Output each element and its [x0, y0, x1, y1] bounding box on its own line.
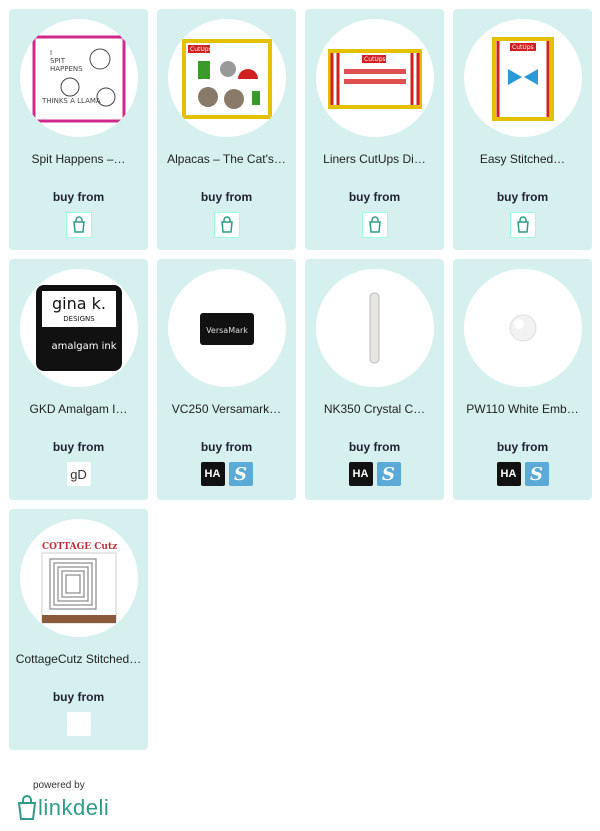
bag-icon[interactable]	[510, 212, 536, 238]
brand-text: CutUps	[190, 46, 212, 53]
product-title[interactable]: GKD Amalgam I…	[29, 402, 128, 416]
product-title[interactable]: VC250 Versamark…	[171, 402, 282, 416]
ha-icon[interactable]: HA	[497, 462, 521, 486]
product-card[interactable]	[9, 259, 148, 500]
product-title[interactable]: CottageCutz Stitched…	[15, 652, 142, 666]
stamp-text: I	[50, 49, 53, 57]
product-image[interactable]	[316, 269, 434, 387]
gd-icon[interactable]: gD	[67, 462, 91, 486]
s-icon[interactable]: S	[229, 462, 253, 486]
stamp-text: THINKS A LLAMA	[42, 97, 101, 105]
brand-text: DESIGNS	[63, 315, 95, 323]
brand-text: COTTAGE Cutz	[42, 542, 118, 552]
buy-from-label: buy from	[52, 440, 105, 454]
product-card[interactable]	[305, 9, 444, 250]
product-title[interactable]: NK350 Crystal C…	[323, 402, 426, 416]
brand-text: VersaMark	[206, 326, 248, 335]
ha-icon[interactable]: HA	[201, 462, 225, 486]
buy-from-label: buy from	[496, 440, 549, 454]
bag-icon[interactable]	[362, 212, 388, 238]
product-card[interactable]	[453, 9, 592, 250]
product-card[interactable]	[157, 259, 296, 500]
blank-icon[interactable]	[67, 712, 91, 736]
brand-text: CutUps	[512, 44, 534, 51]
linkdeli-logo[interactable]	[16, 795, 109, 821]
buy-from-label: buy from	[52, 690, 105, 704]
product-image[interactable]	[168, 19, 286, 137]
product-title[interactable]: Easy Stitched…	[479, 152, 566, 166]
s-icon[interactable]: S	[377, 462, 401, 486]
bag-icon[interactable]	[66, 212, 92, 238]
product-image[interactable]	[20, 269, 138, 387]
brand-text: amalgam ink	[51, 341, 117, 352]
stamp-text: HAPPENS	[50, 65, 83, 73]
brand-text: gina k.	[52, 294, 106, 313]
product-title[interactable]: Alpacas – The Cat's…	[167, 152, 286, 166]
ha-icon[interactable]: HA	[349, 462, 373, 486]
product-card[interactable]	[157, 9, 296, 250]
product-image[interactable]	[20, 19, 138, 137]
powered-by-label: powered by	[33, 780, 85, 791]
stamp-text: SPIT	[50, 57, 66, 65]
product-card[interactable]	[453, 259, 592, 500]
product-card[interactable]	[9, 9, 148, 250]
product-card[interactable]	[9, 509, 148, 750]
buy-from-label: buy from	[52, 190, 105, 204]
product-image[interactable]	[20, 519, 138, 637]
buy-from-label: buy from	[200, 440, 253, 454]
brand-text: CutUps	[364, 56, 386, 63]
buy-from-label: buy from	[496, 190, 549, 204]
product-image[interactable]	[316, 19, 434, 137]
buy-from-label: buy from	[200, 190, 253, 204]
bag-icon[interactable]	[214, 212, 240, 238]
product-image[interactable]	[168, 269, 286, 387]
buy-from-label: buy from	[348, 440, 401, 454]
bag-icon	[16, 795, 38, 821]
buy-from-label: buy from	[348, 190, 401, 204]
product-card[interactable]	[305, 259, 444, 500]
brand-name: linkdeli	[38, 795, 110, 820]
product-image[interactable]	[464, 269, 582, 387]
product-image[interactable]	[464, 19, 582, 137]
product-title[interactable]: Liners CutUps Di…	[323, 152, 426, 166]
s-icon[interactable]: S	[525, 462, 549, 486]
product-title[interactable]: PW110 White Emb…	[466, 402, 579, 416]
product-title[interactable]: Spit Happens –…	[31, 152, 126, 166]
